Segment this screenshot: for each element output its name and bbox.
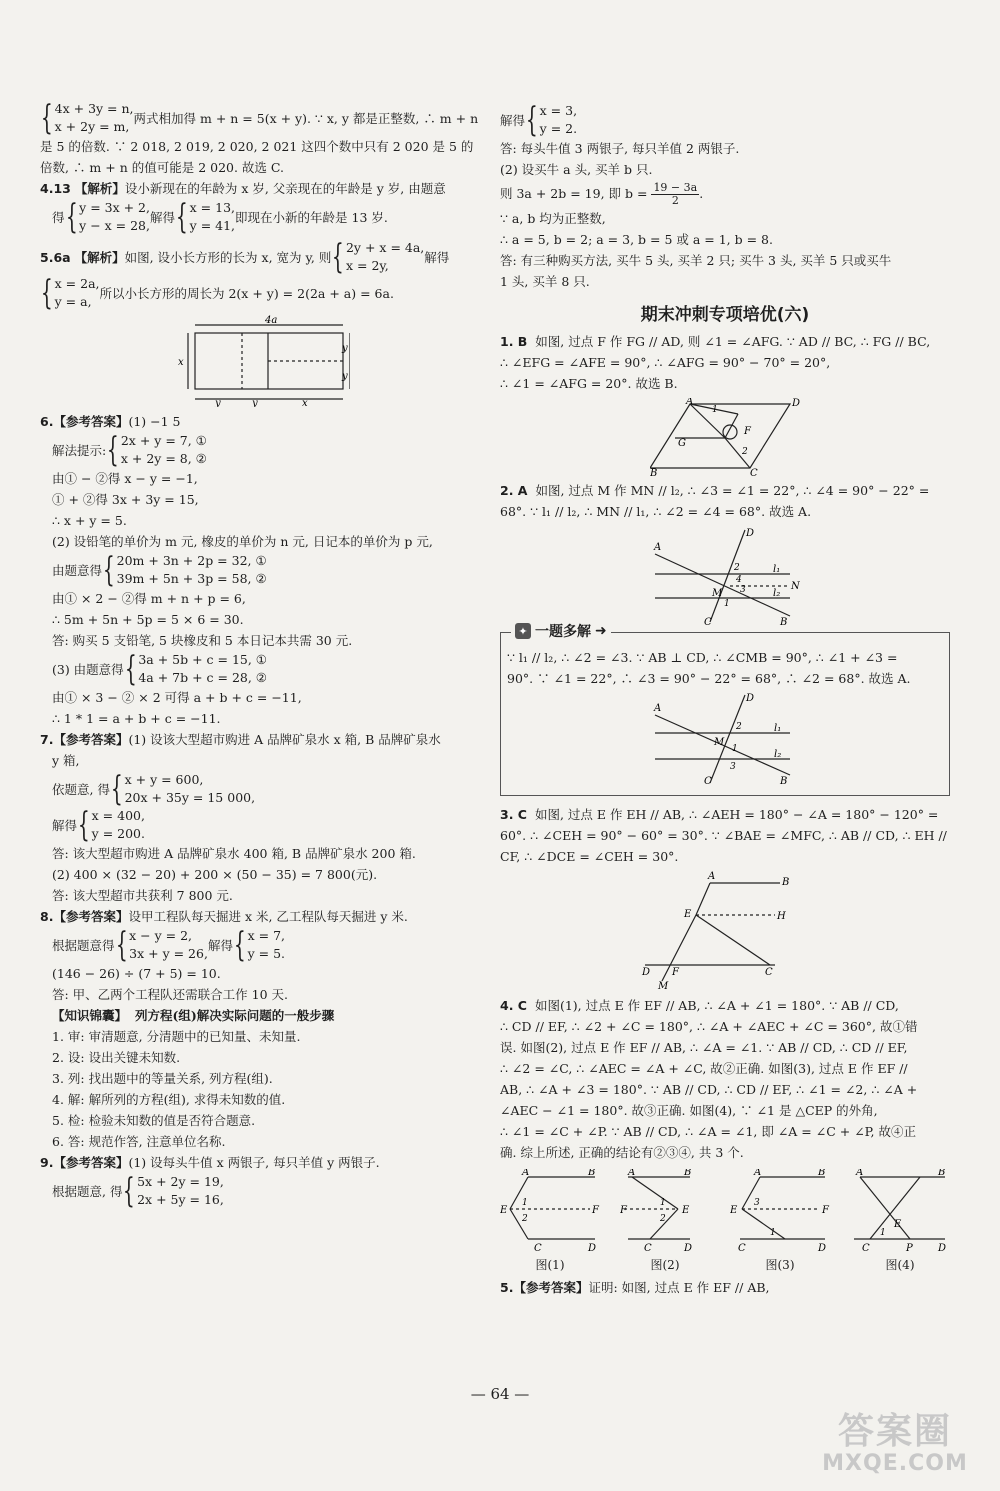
q6-system-2: 由题意得 { 20m + 3n + 2p = 32, ① 39m + 5n + 3p = 58, ② [52,550,267,590]
svg-text:C: C [738,1243,746,1253]
svg-text:l₂: l₂ [774,749,782,760]
svg-text:1: 1 [660,1198,666,1208]
svg-text:2: 2 [522,1214,528,1224]
svg-text:B: B [780,776,788,785]
svg-text:C: C [765,967,773,978]
svg-text:C: C [644,1243,652,1253]
svg-text:y: y [342,343,348,354]
svg-text:P: P [906,1243,913,1253]
svg-text:C: C [750,468,758,476]
svg-text:F: F [822,1205,829,1216]
svg-text:D: D [792,398,800,409]
svg-text:A: A [628,1169,636,1178]
svg-text:4: 4 [736,575,742,585]
intro-text-2: 是 5 的倍数. ∵ 2 018, 2 019, 2 020, 2 021 这四个数中只有 2 020 是 5 的 [40,139,474,154]
svg-text:1: 1 [770,1228,776,1238]
svg-text:l₁: l₁ [774,723,782,734]
svg-text:D: D [642,967,651,978]
svg-text:y: y [252,398,258,407]
q4-line-1: 4.13 【解析】设小新现在的年龄为 x 岁, 父亲现在的年龄是 y 岁, 由题意 [40,181,446,196]
p4-line-1: 4. C 如图(1), 过点 E 作 EF // AB, ∴ ∠A + ∠1 = 180°. ∵ AB // CD, [500,998,899,1013]
svg-text:x: x [178,357,184,368]
svg-text:D: D [818,1243,827,1253]
p4-figure-3: A B E F C D 3 1 图(3) [730,1169,829,1272]
svg-text:A: A [654,542,662,553]
svg-text:E: E [684,909,692,920]
svg-text:1: 1 [732,744,738,754]
svg-text:B: B [588,1169,596,1178]
q7-line-1: 7.【参考答案】(1) 设该大型超市购进 A 品牌矿泉水 x 箱, B 品牌矿泉水 [40,732,441,747]
bulb-icon: ✦ [515,623,531,639]
svg-text:M: M [712,588,723,599]
q6-line-1: 6.【参考答案】(1) −1 5 [40,414,181,429]
svg-text:C: C [534,1243,542,1253]
p4-figure-1: A B E F C D 1 2 图(1) [500,1169,599,1272]
p3-figure [640,871,810,991]
svg-text:2: 2 [660,1214,666,1224]
svg-text:1: 1 [724,599,730,609]
svg-text:B: B [782,877,790,888]
intro-system: 4x + 3y = n, x + 2y = m, [54,101,134,134]
p5-line-1: 5.【参考答案】证明: 如图, 过点 E 作 EF // AB, [500,1280,770,1295]
q6-system-1: 解法提示: { 2x + y = 7, ① x + 2y = 8, ② [52,430,207,470]
multi-solution-box: ✦ 一题多解 ➜ ∵ l₁ // l₂, ∴ ∠2 = ∠3. ∵ AB ⊥ CD, ∴ ∠CMB = 90°, ∴ ∠1 + ∠3 = 90°. ∵ ∠1 = 22°, ∴ ∠3 = 90° − 22° = 68°, ∴ ∠2 = 68°. 故选 A. A D l₁ l₂ M B C 2 1 3 [500,632,950,796]
p2-line-1: 2. A 如图, 过点 M 作 MN // l₂, ∴ ∠3 = ∠1 = 22°, ∴ ∠4 = 90° − 22° = [500,483,930,498]
svg-text:l₂: l₂ [773,588,781,599]
svg-text:D: D [746,693,755,704]
svg-text:3: 3 [754,1198,760,1208]
p4-figure-4: A B E P C D 1 图(4) [856,1169,947,1272]
svg-text:F: F [620,1205,627,1216]
intro-line: { 4x + 3y = n, x + 2y = m, 两式相加得 m + n = 5(x + y). ∵ x, y 都是正整数, ∴ m + n [40,98,479,138]
q8-system: 根据题意得 { x − y = 2, 3x + y = 26, 解得 { x = 7, y = 5. [52,925,286,965]
r-fraction-line: 则 3a + 2b = 19, 即 b = $\frac{19 - 3a}{2}$ . [500,181,704,207]
svg-text:E: E [500,1205,508,1216]
svg-text:2: 2 [734,563,740,573]
svg-text:y: y [342,371,348,382]
svg-text:D: D [746,528,755,539]
svg-text:A: A [856,1169,864,1178]
svg-text:A: A [754,1169,762,1178]
page-number: — 64 — [470,1385,530,1403]
svg-text:D: D [588,1243,597,1253]
svg-text:F: F [672,967,679,978]
svg-text:M: M [714,737,725,748]
svg-text:A: A [654,703,662,714]
intro-text-3: 倍数, ∴ m + n 的值可能是 2 020. 故选 C. [40,160,284,175]
svg-text:A: A [686,398,694,407]
svg-text:F: F [592,1205,599,1216]
q5-rectangle-figure [170,315,350,407]
p1-line-1: 1. B 如图, 过点 F 作 FG // AD, 则 ∠1 = ∠AFG. ∵ AD // BC, ∴ FG // BC, [500,334,931,349]
svg-text:N: N [791,581,800,592]
watermark-logo: 答案圈 MXQE.COM [822,1411,968,1476]
svg-text:B: B [684,1169,692,1178]
svg-text:B: B [818,1169,826,1178]
svg-text:x: x [302,398,308,407]
q6-system-3: (3) 由题意得 { 3a + 5b + c = 15, ① 4a + 7b + c = 28, ② [52,649,268,689]
svg-text:B: B [938,1169,946,1178]
svg-text:y: y [215,398,221,407]
p3-line-1: 3. C 如图, 过点 E 作 EH // AB, ∴ ∠AEH = 180° − ∠A = 180° − 120° = [500,807,939,822]
svg-text:G: G [678,438,686,449]
p4-figure-2: A B E F C D 1 2 图(2) [620,1169,693,1272]
q7-system-2: 解得 { x = 400, y = 200. [52,805,145,845]
p4-figure-row [500,1169,950,1273]
svg-text:H: H [777,911,786,922]
p2-parallel-lines-figure [650,526,800,626]
svg-text:1: 1 [880,1228,886,1238]
q5-line-1: 5. 6a 【解析】 如图, 设小长方形的长为 x, 宽为 y, 则 { 2y + x = 4a, x = 2y, 解得 [40,237,450,277]
multi-solution-title: ✦ 一题多解 ➜ [511,621,611,641]
right-column: 解得 { x = 3, y = 2. 答: 每头牛值 3 两银子, 每只羊值 2 两银子. (2) 设买牛 a 头, 买羊 b 只. 则 3a + 2b = 19, 即 b = $\frac{19 - 3a}{2}$ . ∵ a, b 均为正整数, ∴ a = 5, b = 2; a = 3, b = 5 或 a = 1, b = 8. 答: 有三种购买方法, 买牛 5 头, 买羊 2 只; 买牛 3 头, 买羊 5 只或买牛 1 头, 买羊 8 只. 期末冲刺专项培优(六) 1. B 如图, 过点 F 作 FG // AD, 则 ∠1 = ∠AFG. ∵ AD // BC, ∴ FG // BC, ∴ ∠EFG = ∠AFE = 90°, ∴ ∠AFG = 90° − 70° = 20°, ∴ ∠1 = ∠AFG = 20°. 故选 B. A D B C F G 1 2 2. A 如图, 过点 M 作 MN // l₂, ∴ ∠3 = ∠1 = 22°, ∴ ∠4 = 90° − 22° = 68°. ∵ l₁ // l₂, ∴ MN // l₁, ∴ ∠2 = ∠4 = 68°. 故选 A. A D l₁ l₂ N M B C 2 4 3 1 ✦ 一题多解 ➜ ∵ l₁ // l₂, ∴ ∠2 = ∠3. ∵ AB ⊥ CD, ∴ ∠CMB = 90°, ∴ ∠1 + ∠3 = 90°. ∵ ∠1 = 22°, ∴ ∠3 = 90° − 22° = 68°, ∴ ∠2 = 68°. 故选 A. A D l₁ l₂ M B C 2 1 3 3. C 如图, 过点 E 作 EH // AB, ∴ ∠AEH = 180° − ∠A = 180° − 120° = 60°. ∴ ∠CEH = 90° − 60° = 30°. ∵ ∠BAE = ∠MFC, ∴ AB // CD, ∴ EH // CF, ∴ ∠DCE = ∠CEH = 30°. A B E H D F C M 4. C 如图(1), 过点 E 作 EF // AB, ∴ ∠A + ∠1 = 180°. ∵ AB // CD, ∴ CD // EF, ∴ ∠2 + ∠C = 180°, ∴ ∠A + ∠AEC + ∠C = 360°, 故①错 误. 如图(2), 过点 E 作 EF // AB, ∴ ∠A = ∠1. ∵ AB // CD, ∴ CD // EF, ∴ ∠2 = ∠C, ∴ ∠AEC = ∠A + ∠C, 故②正确. 如图(3), 过点 E 作 EF // AB, ∴ ∠A + ∠3 = 180°. ∵ AB // CD, ∴ CD // EF, ∴ ∠1 = ∠2, ∴ ∠A + ∠AEC − ∠1 = 180°. 故③正确. 如图(4), ∵ ∠1 是 △CEP 的外角, ∴ ∠1 = ∠C + ∠P. ∵ AB // CD, ∴ ∠A = ∠1, 即 ∠A = ∠C + ∠P, 故④正 确. 综上所述, 正确的结论有②③④, 共 3 个. A B E F C D 1 2 图(1) A B E F C D 1 2 图(2) A B E F C D 3 1 图(3) A B E P C D 1 图(4) 5.【参考答案】证明: 如图, 过点 E 作 EF // AB, [500,102,950,1298]
svg-text:1: 1 [522,1198,528,1208]
q9-line-1: 9.【参考答案】(1) 设每头牛值 x 两银子, 每只羊值 y 两银子. [40,1155,380,1170]
svg-text:D: D [684,1243,693,1253]
r-system: 解得 { x = 3, y = 2. [500,100,578,140]
q7-system-1: 依题意, 得 { x + y = 600, 20x + 35y = 15 000, [52,769,256,809]
section-title: 期末冲刺专项培优(六) [640,305,810,325]
svg-text:D: D [938,1243,947,1253]
svg-text:1: 1 [712,405,718,415]
svg-text:2: 2 [736,722,742,732]
p1-parallelogram-figure [650,398,800,476]
svg-text:C: C [704,776,712,785]
svg-text:A: A [522,1169,530,1178]
q8-line-1: 8.【参考答案】设甲工程队每天掘进 x 米, 乙工程队每天掘进 y 米. [40,909,408,924]
fig-label-4a: 4a [265,315,278,326]
box-figure [650,693,800,785]
svg-text:C: C [704,617,712,626]
svg-text:C: C [862,1243,870,1253]
svg-text:2: 2 [742,447,748,457]
svg-text:E: E [894,1219,902,1230]
svg-text:F: F [744,426,751,437]
svg-text:E: E [682,1205,690,1216]
svg-text:M: M [658,981,669,991]
svg-text:A: A [708,871,716,882]
svg-text:3: 3 [740,585,746,595]
q4-system-line: 得 { y = 3x + 2, y − x = 28, 解得 { x = 13, y = 41, 即现在小新的年龄是 13 岁. [52,197,388,237]
knowledge-box-title: 【知识锦囊】 列方程(组)解决实际问题的一般步骤 [52,1008,335,1023]
q5-line-2: { x = 2a, y = a, 所以小长方形的周长为 2(x + y) = 2(2a + a) = 6a. [40,273,394,313]
svg-text:B: B [780,617,788,626]
svg-text:B: B [650,468,658,476]
q9-system: 根据题意, 得 { 5x + 2y = 19, 2x + 5y = 16, [52,1171,224,1211]
left-column: { 4x + 3y = n, x + 2y = m, 两式相加得 m + n = 5(x + y). ∵ x, y 都是正整数, ∴ m + n 是 5 的倍数. ∵ 2 018, 2 019, 2 020, 2 021 这四个数中只有 2 020 是 5 的 倍数, ∴ m + n 的值可能是 2 020. 故选 C. 4.13 【解析】设小新现在的年龄为 x 岁, 父亲现在的年龄是 y 岁, 由题意 得 { y = 3x + 2, y − x = 28, 解得 { x = 13, y = 41, 即现在小新的年龄是 13 岁. 5. 6a 【解析】 如图, 设小长方形的长为 x, 宽为 y, 则 { 2y + x = 4a, x = 2y, 解得 { x = 2a, y = a, 所以小长方形的周长为 2(x + y) = 2(2a + a) = 6a. 4a x y y y y x 6.【参考答案】(1) −1 5 解法提示: { 2x + y = 7, ① x + 2y = 8, ② 由① − ②得 x − y = −1, ① + ②得 3x + 3y = 15, ∴ x + y = 5. (2) 设铅笔的单价为 m 元, 橡皮的单价为 n 元, 日记本的单价为 p 元, 由题意得 { 20m + 3n + 2p = 32, ① 39m + 5n + 3p = 58, ② 由① × 2 − ②得 m + n + p = 6, ∴ 5m + 5n + 5p = 5 × 6 = 30. 答: 购买 5 支铅笔, 5 块橡皮和 5 本日记本共需 30 元. (3) 由题意得 { 3a + 5b + c = 15, ① 4a + 7b + c = 28, ② 由① × 3 − ② × 2 可得 a + b + c = −11, ∴ 1 * 1 = a + b + c = −11. 7.【参考答案】(1) 设该大型超市购进 A 品牌矿泉水 x 箱, B 品牌矿泉水 y 箱, 依题意, 得 { x + y = 600, 20x + 35y = 15 000, 解得 { x = 400, y = 200. 答: 该大型超市购进 A 品牌矿泉水 400 箱, B 品牌矿泉水 200 箱. (2) 400 × (32 − 20) + 200 × (50 − 35) = 7 800(元). 答: 该大型超市共获利 7 800 元. 8.【参考答案】设甲工程队每天掘进 x 米, 乙工程队每天掘进 y 米. 根据题意得 { x − y = 2, 3x + y = 26, 解得 { x = 7, y = 5. (146 − 26) ÷ (7 + 5) = 10. 答: 甲、乙两个工程队还需联合工作 10 天. 【知识锦囊】 列方程(组)解决实际问题的一般步骤 1. 审: 审清题意, 分清题中的已知量、未知量. 2. 设: 设出关键未知数. 3. 列: 找出题中的等量关系, 列方程(组). 4. 解: 解所列的方程(组), 求得未知数的值. 5. 检: 检验未知数的值是否符合题意. 6. 答: 规范作答, 注意单位名称. 9.【参考答案】(1) 设每头牛值 x 两银子, 每只羊值 y 两银子. 根据题意, 得 { 5x + 2y = 19, 2x + 5y = 16, [40,98,479,1211]
svg-text:3: 3 [730,762,736,772]
svg-text:l₁: l₁ [773,564,781,575]
svg-text:E: E [730,1205,738,1216]
